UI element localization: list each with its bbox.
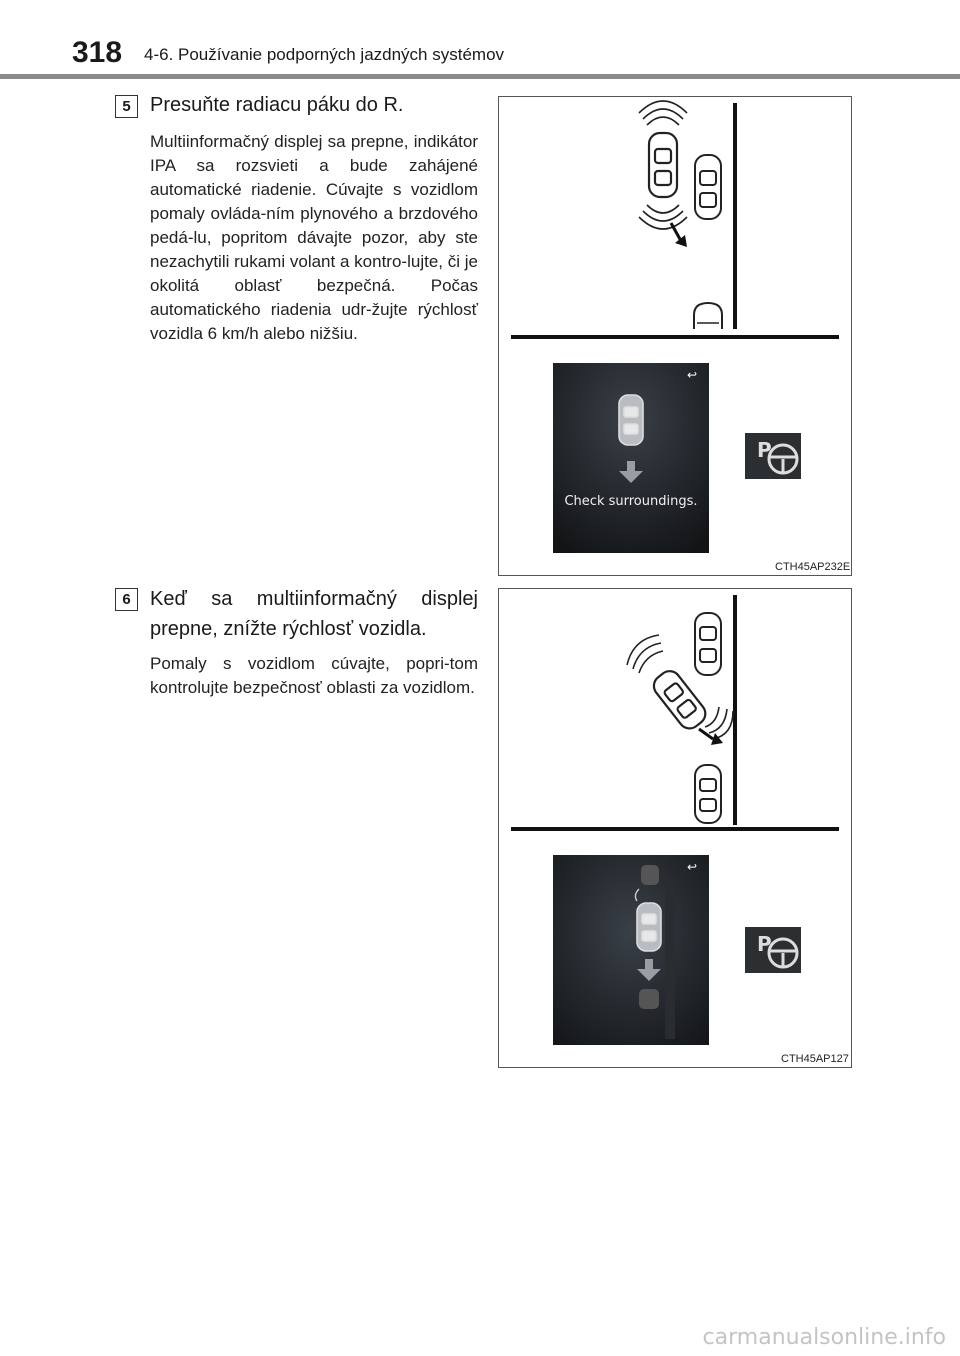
multi-info-display (553, 363, 709, 553)
figure-step-5 (498, 96, 852, 576)
figure-code-step-6: CTH45AP127 (781, 1053, 849, 1065)
watermark: carmanualsonline.info (702, 1325, 946, 1350)
step-5-title: Presuňte radiacu páku do R. (150, 94, 404, 116)
svg-text:P: P (757, 438, 772, 462)
step-5-badge: 5 (115, 95, 138, 118)
header-rule (0, 74, 960, 79)
chapter-title: 4-6. Používanie podporných jazdných systémov (144, 45, 505, 64)
ipa-indicator (745, 927, 801, 973)
multi-info-display (553, 855, 709, 1045)
display-message: Check surroundings. (564, 494, 698, 509)
ipa-indicator (745, 433, 801, 479)
page-number: 318 (72, 36, 123, 69)
page-header (0, 0, 960, 80)
figure-step-6 (498, 588, 852, 1068)
svg-text:↩: ↩ (686, 860, 697, 874)
step-6-badge: 6 (115, 588, 138, 611)
step-5-body: Multiinformačný displej sa prepne, indikátor IPA sa rozsvieti a bude zahájené automatické riadenie. Cúvajte s vozidlom pomaly ovláda-ním plynového a brzdového pedá-lu, popritom dávajte pozor, aby ste nezachytili rukami volant a kontro-lujte, či je okolitá oblasť bezpečná. Počas automatického riadenia udr-žujte rýchlosť vozidla 6 km/h alebo nižšiu. (150, 132, 478, 343)
parking-diagram-step-6 (499, 589, 851, 1067)
step-6-title-line2: prepne, znížte rýchlosť vozidla. (150, 618, 427, 640)
step-6-body: Pomaly s vozidlom cúvajte, popri-tom kontrolujte bezpečnosť oblasti za vozidlom. (150, 654, 478, 697)
svg-text:P: P (757, 932, 772, 956)
parking-diagram-step-5 (499, 97, 851, 575)
figure-code-step-5: CTH45AP232E (775, 561, 851, 573)
step-6-title-line1: Keď sa multiinformačný displej (150, 588, 478, 610)
svg-text:↩: ↩ (686, 368, 697, 382)
